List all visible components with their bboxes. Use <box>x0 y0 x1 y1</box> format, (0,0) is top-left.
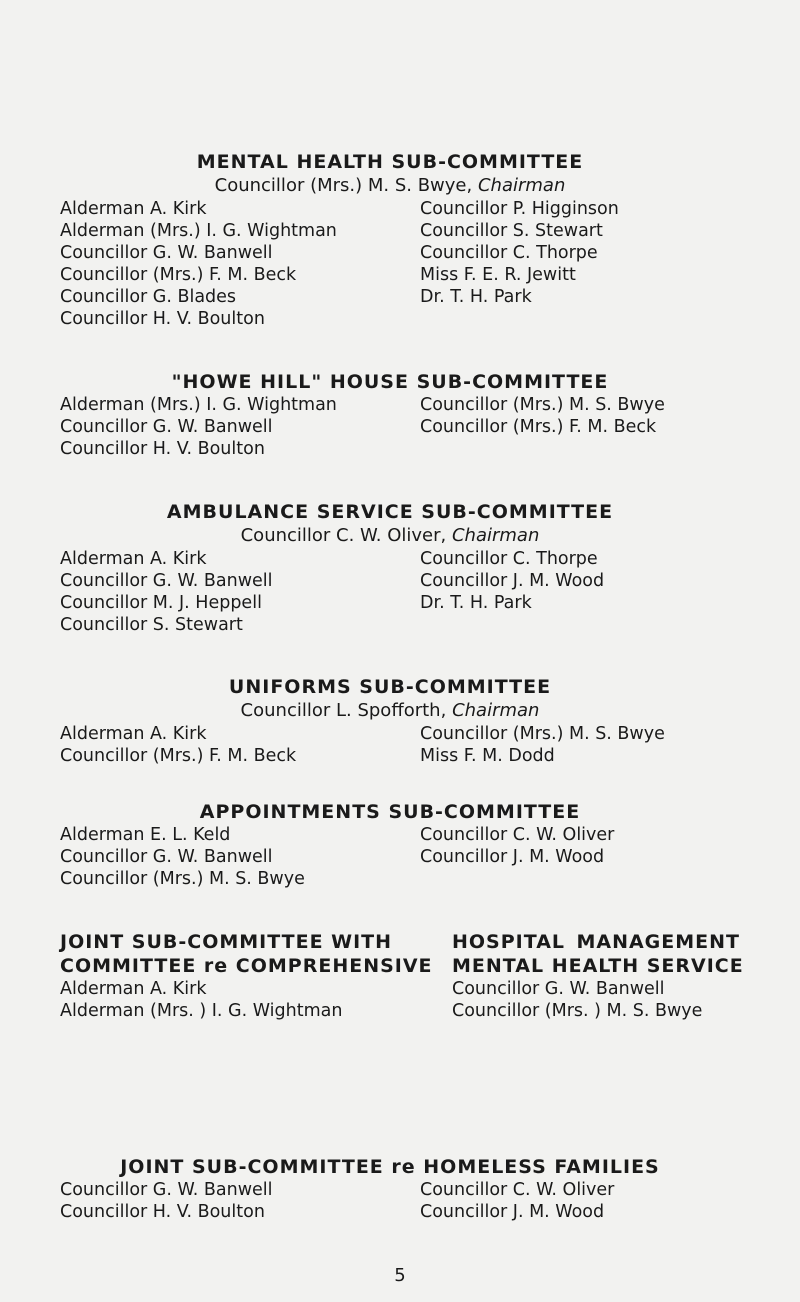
member: Alderman A. Kirk <box>60 199 207 219</box>
howe-hill-section <box>60 370 720 460</box>
members-left <box>60 548 420 636</box>
ambulance-section <box>60 500 720 636</box>
member: Councillor J. M. Wood <box>420 847 605 867</box>
member: Councillor C. W. Oliver <box>420 1180 615 1200</box>
members-left <box>60 930 433 1022</box>
member: Councillor G. W. Banwell <box>452 979 665 999</box>
member: Councillor M. J. Heppell <box>60 593 262 613</box>
member: Councillor C. Thorpe <box>420 243 598 263</box>
member: Councillor (Mrs.) F. M. Beck <box>60 746 297 766</box>
section-heading: HOSPITAL MANAGEMENT <box>452 931 740 953</box>
member: Councillor S. Stewart <box>420 221 603 241</box>
section-heading: MENTAL HEALTH SERVICE <box>452 955 744 977</box>
chairman-line <box>60 524 720 548</box>
member: Councillor C. Thorpe <box>420 549 598 569</box>
member: Councillor H. V. Boulton <box>60 439 265 459</box>
member: Councillor H. V. Boulton <box>60 1202 265 1222</box>
section-heading: JOINT SUB-COMMITTEE WITH <box>60 931 393 953</box>
chairman-name: Councillor (Mrs.) M. S. Bwye, <box>214 175 473 196</box>
member: Councillor S. Stewart <box>60 615 243 635</box>
members-left <box>60 394 420 460</box>
members-right <box>420 723 720 767</box>
member: Councillor (Mrs.) M. S. Bwye <box>420 724 665 744</box>
member: Councillor (Mrs. ) M. S. Bwye <box>452 1001 703 1021</box>
member: Councillor G. W. Banwell <box>60 243 273 263</box>
section-heading: JOINT SUB-COMMITTEE re HOMELESS FAMILIES <box>120 1156 660 1178</box>
member: Alderman A. Kirk <box>60 549 207 569</box>
member: Councillor G. Blades <box>60 287 237 307</box>
members-left <box>60 824 420 890</box>
member: Alderman (Mrs.) I. G. Wightman <box>60 395 337 415</box>
members-left <box>60 1179 420 1223</box>
member: Councillor C. W. Oliver <box>420 825 615 845</box>
member: Dr. T. H. Park <box>420 593 532 613</box>
chairman-line <box>60 174 720 198</box>
section-heading: UNIFORMS SUB-COMMITTEE <box>228 676 552 698</box>
members-left <box>60 723 420 767</box>
appointments-section <box>60 800 720 890</box>
members-left <box>60 198 420 330</box>
member: Alderman (Mrs. ) I. G. Wightman <box>60 1001 343 1021</box>
chairman-name: Councillor L. Spofforth, <box>240 700 447 721</box>
member: Councillor (Mrs.) M. S. Bwye <box>60 869 305 889</box>
section-heading: COMMITTEE re COMPREHENSIVE <box>60 955 433 977</box>
member: Dr. T. H. Park <box>420 287 532 307</box>
member: Councillor G. W. Banwell <box>60 847 273 867</box>
chairman-title: Chairman <box>452 700 540 721</box>
mental-health-section <box>60 150 720 330</box>
members-right <box>420 548 720 636</box>
section-heading: "HOWE HILL" HOUSE SUB-COMMITTEE <box>171 371 609 393</box>
chairman-title: Chairman <box>451 525 540 546</box>
section-heading: MENTAL HEALTH SUB-COMMITTEE <box>196 151 584 173</box>
member: Alderman E. L. Keld <box>60 825 231 845</box>
member: Councillor J. M. Wood <box>420 571 605 591</box>
section-heading: APPOINTMENTS SUB-COMMITTEE <box>199 801 581 823</box>
member: Councillor J. M. Wood <box>420 1202 605 1222</box>
members-right <box>420 1179 720 1223</box>
member: Councillor (Mrs.) F. M. Beck <box>420 417 657 437</box>
members-right <box>452 930 744 1022</box>
member: Alderman (Mrs.) I. G. Wightman <box>60 221 337 241</box>
members-right <box>420 824 720 890</box>
chairman-line <box>60 699 720 723</box>
member: Councillor H. V. Boulton <box>60 309 265 329</box>
homeless-section <box>60 1155 720 1223</box>
member: Alderman A. Kirk <box>60 979 207 999</box>
member: Councillor P. Higginson <box>420 199 619 219</box>
uniforms-section <box>60 675 720 767</box>
member: Miss F. E. R. Jewitt <box>420 265 576 285</box>
member: Councillor G. W. Banwell <box>60 571 273 591</box>
member: Councillor (Mrs.) F. M. Beck <box>60 265 297 285</box>
section-heading: AMBULANCE SERVICE SUB-COMMITTEE <box>166 501 614 523</box>
member: Councillor G. W. Banwell <box>60 417 273 437</box>
page-number: 5 <box>394 1265 406 1286</box>
chairman-name: Councillor C. W. Oliver, <box>240 525 447 546</box>
member: Councillor (Mrs.) M. S. Bwye <box>420 395 665 415</box>
member: Councillor G. W. Banwell <box>60 1180 273 1200</box>
joint-comprehensive-section <box>60 930 744 1022</box>
member: Alderman A. Kirk <box>60 724 207 744</box>
members-right <box>420 394 720 460</box>
members-right <box>420 198 720 330</box>
chairman-title: Chairman <box>477 175 566 196</box>
member: Miss F. M. Dodd <box>420 746 555 766</box>
